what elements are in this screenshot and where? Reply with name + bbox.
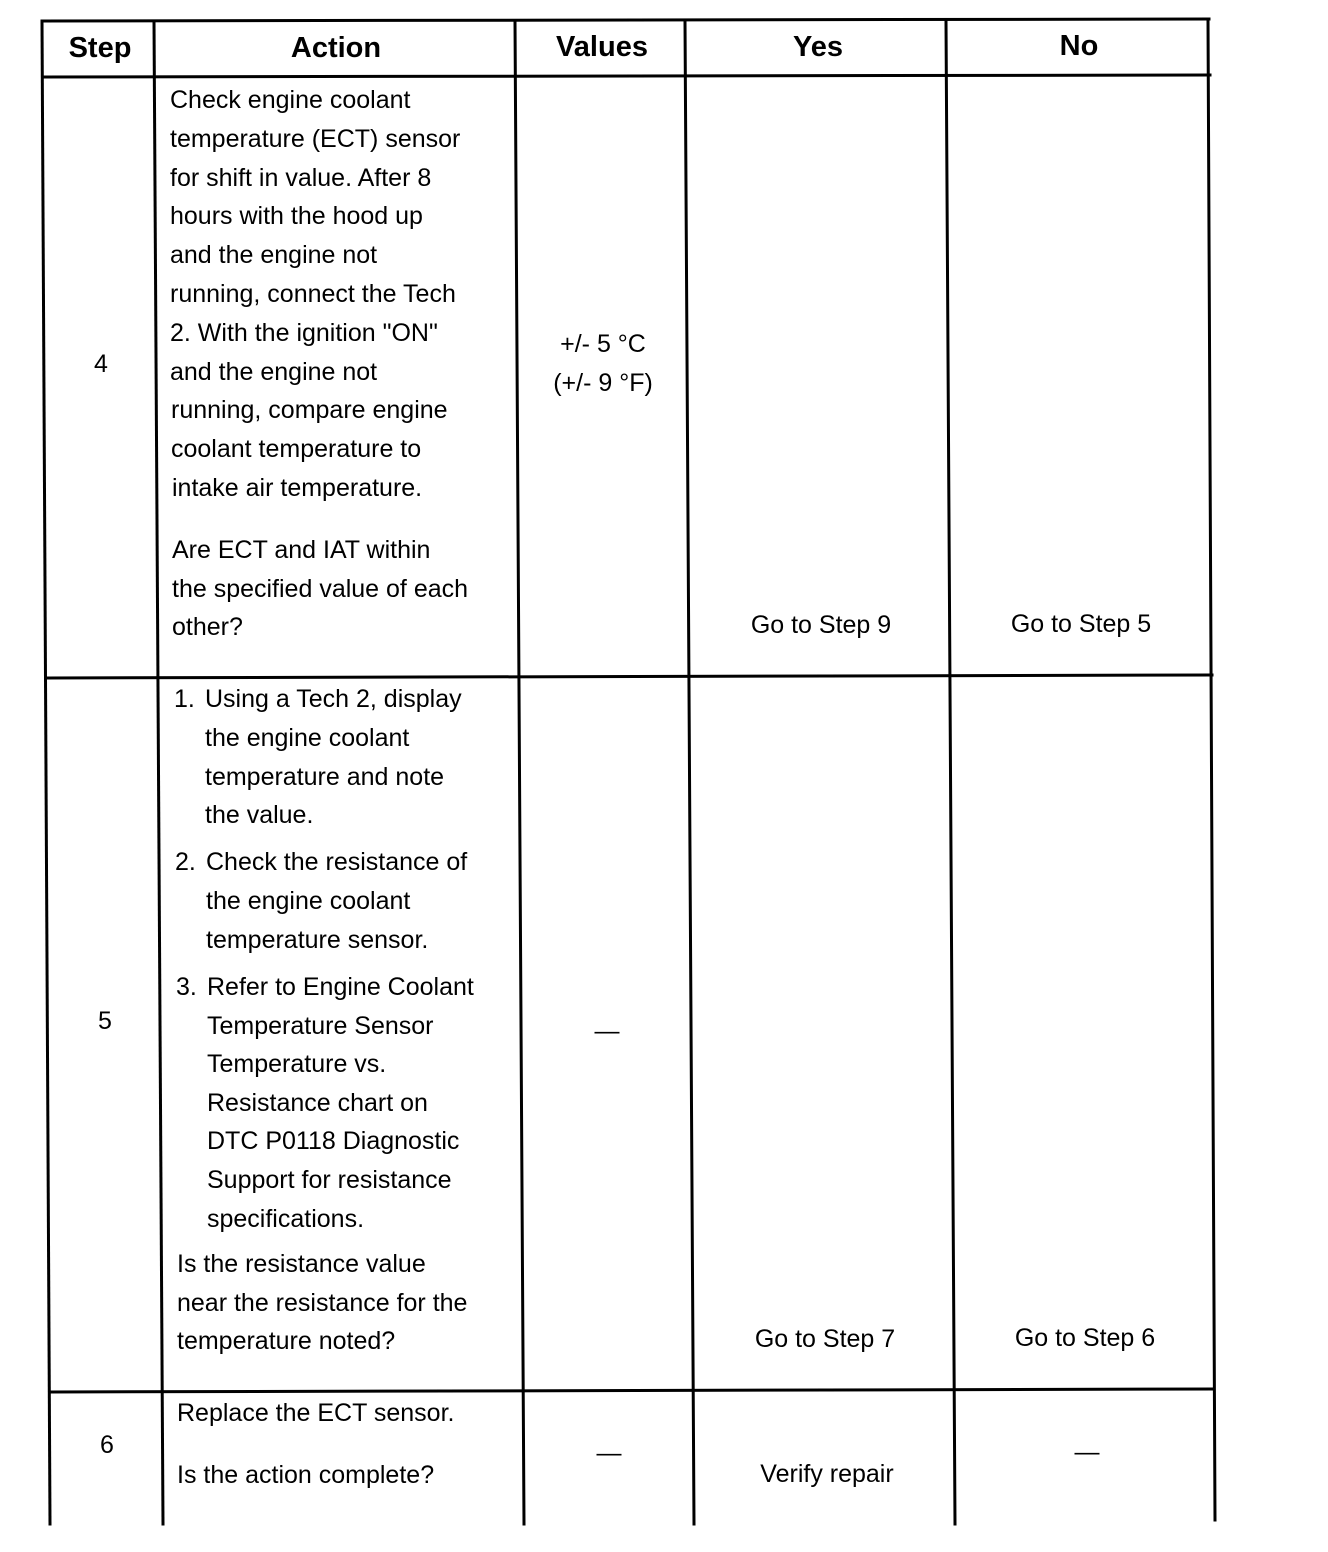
list-line: Check the resistance of (206, 848, 468, 876)
step-number: 4 (94, 350, 108, 378)
action-line: for shift in value. After 8 (170, 163, 432, 192)
no-result: Go to Step 6 (1014, 1324, 1156, 1352)
list-line: specifications. (207, 1204, 365, 1233)
list-line: the value. (205, 801, 314, 830)
question-line: Is the resistance value (177, 1250, 426, 1278)
yes-result: Verify repair (760, 1460, 894, 1488)
action-line: running, compare engine (171, 396, 448, 425)
header-no: No (1059, 30, 1099, 62)
list-line: DTC P0118 Diagnostic (207, 1127, 460, 1156)
list-line: Temperature Sensor (207, 1011, 434, 1040)
action-line: 2. With the ignition "ON" (170, 318, 438, 347)
list-line: Using a Tech 2, display (205, 685, 462, 713)
list-line: the engine coolant (205, 723, 410, 752)
question-line: the specified value of each (172, 574, 469, 603)
action-line: temperature (ECT) sensor (170, 124, 461, 153)
yes-result: Go to Step 9 (750, 611, 892, 639)
header-values: Values (556, 31, 648, 63)
list-line: Temperature vs. (207, 1050, 387, 1079)
value-dash: — (596, 1439, 622, 1467)
list-number: 1. (174, 685, 195, 713)
action-line: and the engine not (170, 241, 378, 270)
action-line: coolant temperature to (171, 435, 422, 464)
question-line: Are ECT and IAT within (172, 536, 431, 564)
no-result: — (1074, 1438, 1100, 1466)
list-line: Refer to Engine Coolant (207, 973, 474, 1001)
list-line: Support for resistance (207, 1166, 452, 1194)
no-result: Go to Step 5 (1010, 610, 1152, 638)
question-line: temperature noted? (177, 1327, 396, 1355)
list-line: Resistance chart on (207, 1088, 428, 1117)
header-step: Step (68, 32, 132, 64)
step-number: 6 (100, 1431, 114, 1459)
question-text: Is the action complete? (177, 1461, 435, 1489)
list-item (176, 968, 474, 1233)
list-line: the engine coolant (206, 886, 411, 915)
question-line: other? (172, 613, 243, 641)
list-line: temperature sensor. (206, 925, 429, 954)
action-line: hours with the hood up (170, 202, 423, 231)
yes-result: Go to Step 7 (754, 1325, 896, 1353)
list-item (175, 843, 468, 954)
value-line: (+/- 9 °F) (553, 369, 653, 397)
header-action: Action (290, 32, 382, 64)
list-number: 2. (175, 848, 196, 876)
list-line: temperature and note (205, 762, 445, 791)
value-line: +/- 5 °C (560, 330, 646, 358)
action-line: intake air temperature. (172, 474, 423, 502)
action-text: Replace the ECT sensor. (177, 1399, 455, 1427)
list-item (174, 680, 462, 830)
step-number: 5 (98, 1007, 112, 1035)
action-line: and the engine not (170, 357, 378, 386)
action-line: running, connect the Tech (170, 280, 456, 308)
header-yes: Yes (793, 31, 843, 63)
action-line: Check engine coolant (170, 86, 411, 114)
list-number: 3. (176, 973, 197, 1001)
question-line: near the resistance for the (177, 1288, 468, 1317)
value-dash: — (594, 1017, 620, 1045)
